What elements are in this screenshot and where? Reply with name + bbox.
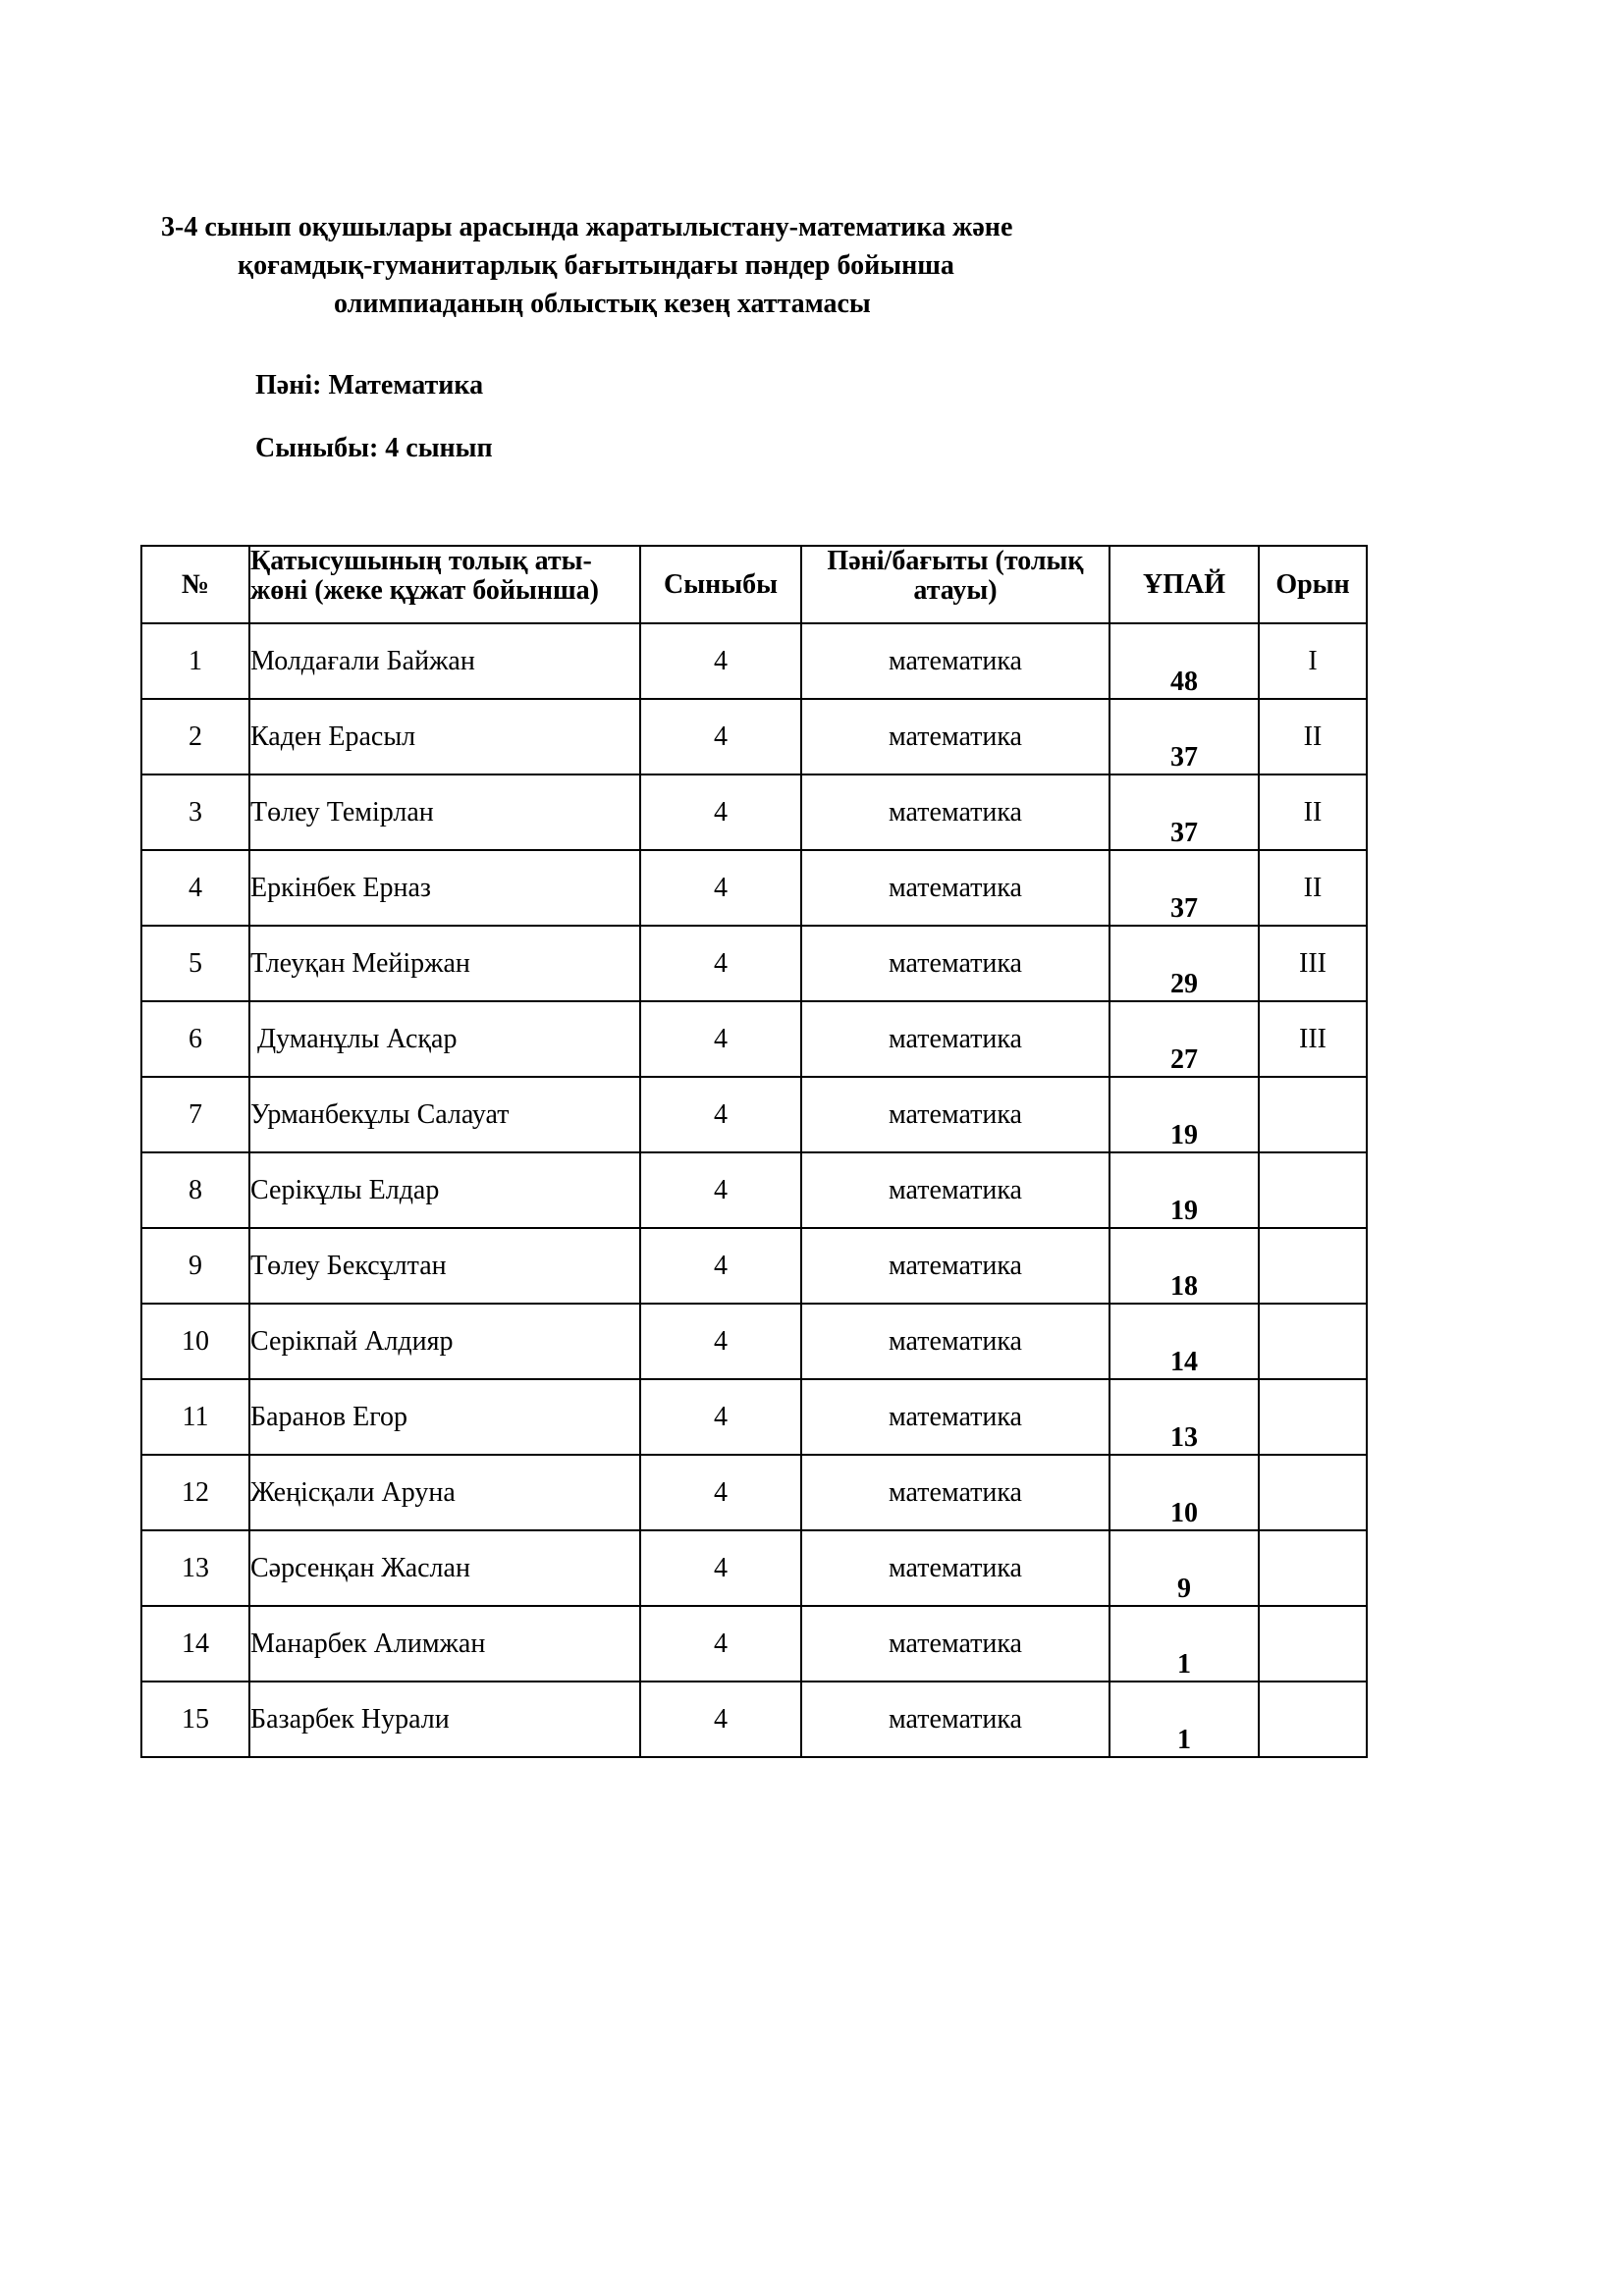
cell-score: 29	[1110, 926, 1259, 1001]
cell-name: Тлеуқан Мейіржан	[249, 926, 640, 1001]
cell-num: 3	[141, 774, 249, 850]
cell-place: III	[1259, 1001, 1367, 1077]
header-score: ҰПАЙ	[1110, 546, 1259, 623]
cell-class: 4	[640, 850, 801, 926]
cell-name: Жеңісқали Аруна	[249, 1455, 640, 1530]
cell-subject: математика	[801, 1379, 1110, 1455]
cell-num: 14	[141, 1606, 249, 1682]
cell-name: Базарбек Нурали	[249, 1682, 640, 1757]
cell-name: Төлеу Темірлан	[249, 774, 640, 850]
document-title	[137, 208, 1119, 323]
cell-num: 10	[141, 1304, 249, 1379]
cell-num: 11	[141, 1379, 249, 1455]
header-place: Орын	[1259, 546, 1367, 623]
header-name: Қатысушының толық аты-жөні (жеке құжат бойынша)	[249, 546, 640, 623]
cell-place: II	[1259, 850, 1367, 926]
cell-class: 4	[640, 1228, 801, 1304]
cell-class: 4	[640, 1152, 801, 1228]
title-line-2: қоғамдық-гуманитарлық бағытындағы пәндер бойынша	[238, 250, 954, 281]
cell-score: 18	[1110, 1228, 1259, 1304]
table-row	[141, 623, 1367, 699]
table-row	[141, 850, 1367, 926]
table-row	[141, 1530, 1367, 1606]
cell-name: Каден Ерасыл	[249, 699, 640, 774]
cell-place: II	[1259, 699, 1367, 774]
cell-num: 13	[141, 1530, 249, 1606]
table-row	[141, 1304, 1367, 1379]
results-table	[140, 545, 1368, 1758]
cell-name: Еркінбек Ерназ	[249, 850, 640, 926]
cell-name: Манарбек Алимжан	[249, 1606, 640, 1682]
table-row	[141, 699, 1367, 774]
subject-label: Пәні: Математика	[255, 370, 484, 400]
cell-score: 14	[1110, 1304, 1259, 1379]
cell-name: Серікпай Алдияр	[249, 1304, 640, 1379]
cell-num: 6	[141, 1001, 249, 1077]
cell-name: Урманбекұлы Салауат	[249, 1077, 640, 1152]
header-class: Сыныбы	[640, 546, 801, 623]
cell-class: 4	[640, 926, 801, 1001]
cell-place	[1259, 1379, 1367, 1455]
cell-class: 4	[640, 1304, 801, 1379]
cell-subject: математика	[801, 699, 1110, 774]
cell-score: 27	[1110, 1001, 1259, 1077]
cell-num: 2	[141, 699, 249, 774]
cell-score: 19	[1110, 1152, 1259, 1228]
table-row	[141, 926, 1367, 1001]
cell-subject: математика	[801, 1077, 1110, 1152]
cell-subject: математика	[801, 1152, 1110, 1228]
cell-place	[1259, 1606, 1367, 1682]
table-row	[141, 1228, 1367, 1304]
cell-place	[1259, 1077, 1367, 1152]
table-row	[141, 1077, 1367, 1152]
cell-subject: математика	[801, 926, 1110, 1001]
cell-num: 15	[141, 1682, 249, 1757]
title-line-3: олимпиаданың облыстық кезең хаттамасы	[334, 289, 871, 319]
cell-place	[1259, 1682, 1367, 1757]
cell-name: Баранов Егор	[249, 1379, 640, 1455]
cell-class: 4	[640, 1077, 801, 1152]
cell-num: 5	[141, 926, 249, 1001]
table-header-row	[141, 546, 1367, 623]
cell-num: 4	[141, 850, 249, 926]
cell-subject: математика	[801, 1530, 1110, 1606]
title-line-1: 3-4 сынып оқушылары арасында жаратылыстану-математика және	[161, 212, 1013, 242]
cell-class: 4	[640, 1682, 801, 1757]
table-body	[141, 623, 1367, 1757]
cell-subject: математика	[801, 1682, 1110, 1757]
cell-class: 4	[640, 1379, 801, 1455]
table-row	[141, 1682, 1367, 1757]
cell-class: 4	[640, 1606, 801, 1682]
cell-score: 37	[1110, 699, 1259, 774]
cell-class: 4	[640, 1530, 801, 1606]
cell-place: III	[1259, 926, 1367, 1001]
cell-score: 37	[1110, 774, 1259, 850]
cell-place	[1259, 1152, 1367, 1228]
cell-name: Серікұлы Елдар	[249, 1152, 640, 1228]
table-row	[141, 1152, 1367, 1228]
cell-num: 9	[141, 1228, 249, 1304]
table-row	[141, 1001, 1367, 1077]
cell-class: 4	[640, 1001, 801, 1077]
cell-score: 37	[1110, 850, 1259, 926]
cell-score: 1	[1110, 1606, 1259, 1682]
table-row	[141, 1379, 1367, 1455]
cell-score: 13	[1110, 1379, 1259, 1455]
cell-subject: математика	[801, 1606, 1110, 1682]
cell-name: Төлеу Бексұлтан	[249, 1228, 640, 1304]
cell-place	[1259, 1228, 1367, 1304]
header-num: №	[141, 546, 249, 623]
cell-class: 4	[640, 774, 801, 850]
cell-score: 9	[1110, 1530, 1259, 1606]
cell-score: 48	[1110, 623, 1259, 699]
cell-num: 8	[141, 1152, 249, 1228]
cell-class: 4	[640, 623, 801, 699]
cell-place: II	[1259, 774, 1367, 850]
cell-score: 1	[1110, 1682, 1259, 1757]
cell-subject: математика	[801, 1455, 1110, 1530]
header-subject: Пәні/бағыты (толық атауы)	[801, 546, 1110, 623]
cell-num: 7	[141, 1077, 249, 1152]
cell-place	[1259, 1455, 1367, 1530]
cell-subject: математика	[801, 1001, 1110, 1077]
cell-subject: математика	[801, 1304, 1110, 1379]
cell-place	[1259, 1304, 1367, 1379]
cell-subject: математика	[801, 623, 1110, 699]
cell-name: Думанұлы Асқар	[249, 1001, 640, 1077]
cell-num: 1	[141, 623, 249, 699]
table-row	[141, 1606, 1367, 1682]
cell-name: Молдағали Байжан	[249, 623, 640, 699]
cell-place: I	[1259, 623, 1367, 699]
cell-subject: математика	[801, 1228, 1110, 1304]
cell-score: 19	[1110, 1077, 1259, 1152]
cell-class: 4	[640, 1455, 801, 1530]
cell-class: 4	[640, 699, 801, 774]
cell-subject: математика	[801, 850, 1110, 926]
cell-num: 12	[141, 1455, 249, 1530]
cell-name: Сәрсенқан Жаслан	[249, 1530, 640, 1606]
cell-place	[1259, 1530, 1367, 1606]
table-row	[141, 774, 1367, 850]
cell-score: 10	[1110, 1455, 1259, 1530]
class-label: Сыныбы: 4 сынып	[255, 433, 493, 463]
table-row	[141, 1455, 1367, 1530]
cell-subject: математика	[801, 774, 1110, 850]
